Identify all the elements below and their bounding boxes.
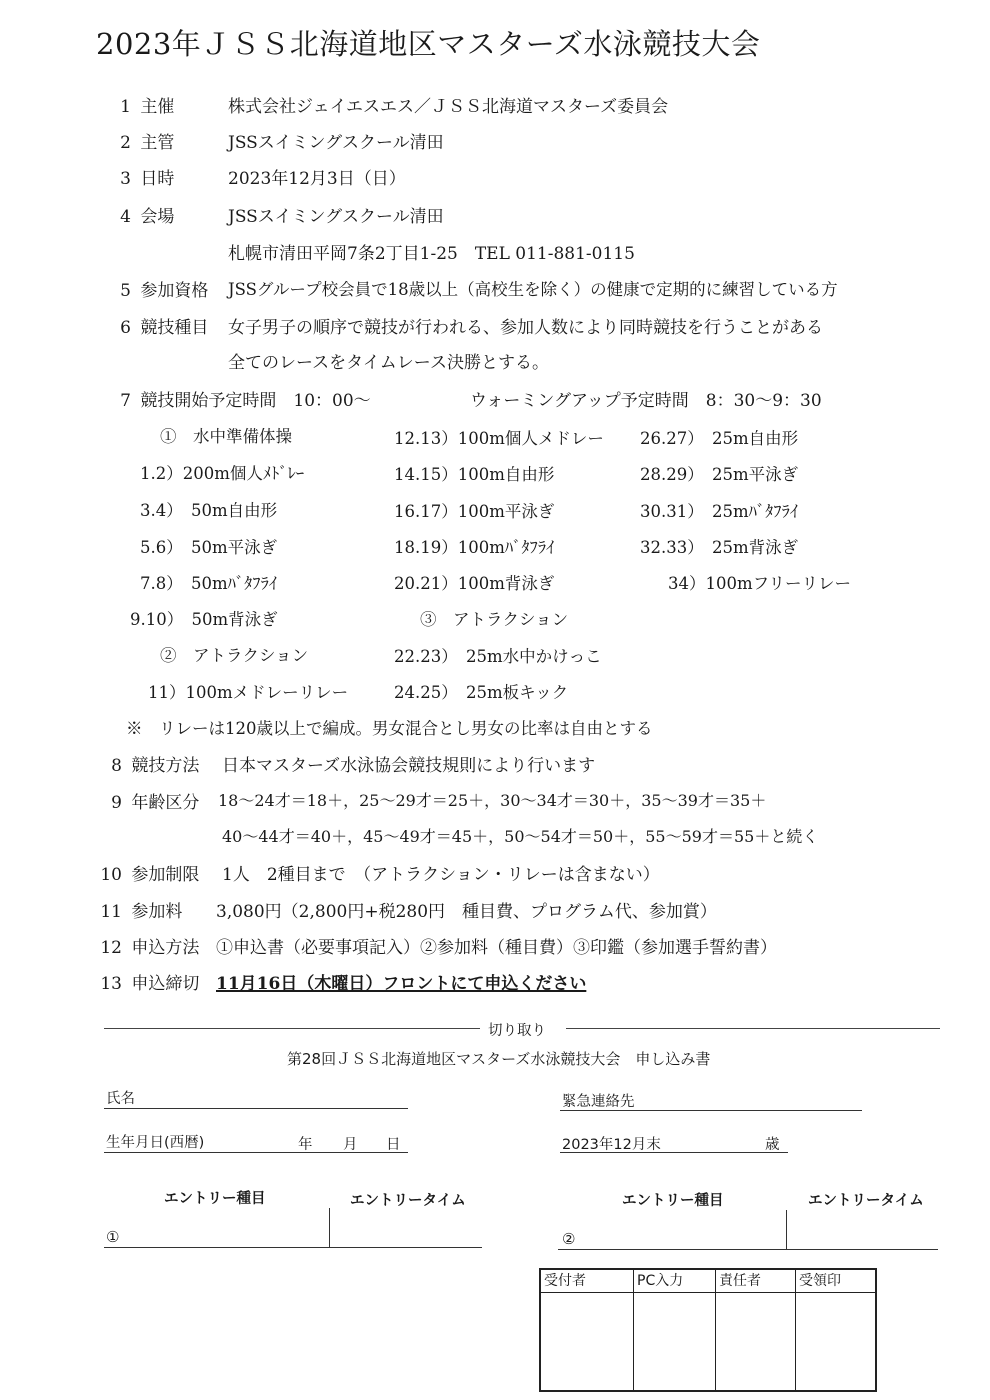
day-label: 日 — [386, 1137, 401, 1153]
entry-1-marker: ① — [106, 1228, 120, 1246]
section-number: 6 — [120, 318, 131, 338]
section-1 — [105, 92, 174, 117]
section-label: 申込方法 — [131, 938, 200, 958]
relay-note: ※ リレーは120歳以上で編成。男女混合とし男女の比率は自由とする — [126, 719, 653, 738]
section-number: 8 — [111, 756, 122, 776]
office-label: 責任者 — [719, 1273, 761, 1289]
section-number: 7 — [120, 391, 131, 411]
entry-divider — [329, 1208, 330, 1248]
program-item: 16.17）100m平泳ぎ — [394, 502, 555, 521]
age-field-line[interactable] — [560, 1152, 788, 1153]
section-4-value: JSSスイミングスクール清田 — [228, 207, 444, 227]
emergency-label: 緊急連絡先 — [562, 1094, 635, 1110]
emergency-field-line[interactable] — [560, 1110, 862, 1111]
office-cell-manager — [716, 1270, 796, 1390]
section-3 — [105, 164, 174, 189]
warmup-time: ウォーミングアップ予定時間 8：30～9：30 — [470, 391, 822, 411]
entry-time-label: エントリータイム — [808, 1193, 924, 1209]
section-label: 年齢区分 — [131, 793, 200, 813]
office-use-table — [539, 1268, 877, 1392]
program-item: 12.13）100m個人メドレー — [394, 429, 604, 448]
section-9 — [96, 788, 199, 813]
program-item: 24.25） 25m板キック — [394, 683, 569, 702]
month-label: 月 — [343, 1137, 358, 1153]
section-number: 11 — [100, 902, 122, 922]
section-6 — [105, 313, 208, 338]
section-number: 3 — [120, 169, 131, 189]
cut-line-right — [566, 1028, 940, 1029]
name-label: 氏名 — [106, 1091, 135, 1107]
section-6-value: 女子男子の順序で競技が行われる、参加人数により同時競技を行うことがある — [228, 318, 823, 338]
section-5 — [105, 276, 208, 301]
office-cell-receiver — [541, 1270, 634, 1390]
section-label: 参加料 — [131, 902, 183, 922]
program-item: ① 水中準備体操 — [160, 427, 292, 446]
section-label: 競技種目 — [140, 318, 209, 338]
office-cell-seal — [796, 1270, 875, 1390]
section-8-value: 日本マスターズ水泳協会競技規則により行います — [222, 756, 596, 776]
year-label: 年 — [298, 1137, 313, 1153]
section-number: 12 — [100, 938, 122, 958]
section-label: 競技開始予定時間 10：00～ — [140, 391, 371, 411]
office-label: PC入力 — [637, 1273, 684, 1289]
office-label: 受付者 — [544, 1273, 586, 1289]
section-label: 参加制限 — [131, 865, 200, 885]
entry-1-line[interactable] — [104, 1247, 482, 1248]
section-13 — [88, 969, 199, 994]
program-item: ③ アトラクション — [420, 610, 569, 629]
section-number: 13 — [100, 974, 122, 994]
program-item: 1.2）200m個人ﾒﾄﾞﾚｰ — [140, 464, 305, 483]
section-2 — [105, 128, 174, 153]
section-number: 5 — [120, 281, 131, 301]
section-10 — [88, 860, 199, 885]
page-title: 2023年ＪＳＳ北海道地区マスターズ水泳競技大会 — [96, 27, 761, 61]
deadline-text: 11月16日（木曜日）フロントにて申込ください — [216, 974, 587, 994]
section-label: 申込締切 — [131, 974, 200, 994]
office-cell-pc-input — [634, 1270, 716, 1390]
section-12 — [88, 933, 199, 958]
section-label: 日時 — [140, 169, 175, 189]
section-12-value: ①申込書（必要事項記入）②参加料（種目費）③印鑑（参加選手誓約書） — [216, 938, 777, 958]
section-11-value: 3,080円（2,800円+税280円 種目費、プログラム代、参加賞） — [216, 902, 717, 922]
entry-divider — [786, 1210, 787, 1250]
office-label: 受領印 — [799, 1273, 841, 1289]
section-label: 参加資格 — [140, 281, 209, 301]
cut-line-left — [104, 1028, 480, 1029]
birth-field-line[interactable] — [104, 1152, 408, 1153]
section-5-value: JSSグループ校会員で18歳以上（高校生を除く）の健康で定期的に練習している方 — [228, 280, 838, 299]
section-label: 主催 — [140, 97, 175, 117]
program-item: 22.23） 25m水中かけっこ — [394, 647, 602, 666]
age-reference-label: 2023年12月末 — [562, 1137, 661, 1153]
entry-2-marker: ② — [562, 1230, 576, 1248]
section-7 — [105, 386, 371, 411]
section-6-value-2: 全てのレースをタイムレース決勝とする。 — [228, 353, 549, 373]
form-heading: 第28回ＪＳＳ北海道地区マスターズ水泳競技大会 申し込み書 — [287, 1050, 711, 1068]
birth-label: 生年月日(西暦) — [106, 1135, 205, 1151]
section-label: 会場 — [140, 207, 175, 227]
section-4 — [105, 202, 174, 227]
program-item: 7.8） 50mﾊﾞﾀﾌﾗｲ — [140, 574, 278, 593]
section-1-value: 株式会社ジェイエスエス／ＪＳＳ北海道マスターズ委員会 — [228, 97, 669, 117]
program-item: 26.27） 25m自由形 — [640, 429, 799, 448]
section-10-value: 1人 2種目まで （アトラクション・リレーは含まない） — [222, 865, 660, 885]
program-item: 18.19）100mﾊﾞﾀﾌﾗｲ — [394, 538, 555, 557]
section-9-value-2: 40～44才＝40＋，45～49才＝45＋，50～54才＝50＋，55～59才＝55＋と続く — [222, 827, 819, 846]
cut-label: 切り取り — [488, 1023, 546, 1039]
entry-event-label: エントリー種目 — [164, 1191, 266, 1207]
program-item: 20.21）100m背泳ぎ — [394, 574, 555, 593]
section-9-value: 18～24才＝18＋，25～29才＝25＋，30～34才＝30＋，35～39才＝35＋ — [218, 791, 767, 810]
program-item: 5.6） 50m平泳ぎ — [140, 538, 278, 557]
program-item: 30.31） 25mﾊﾞﾀﾌﾗｲ — [640, 502, 799, 521]
program-item: 32.33） 25m背泳ぎ — [640, 538, 799, 557]
entry-2-line[interactable] — [558, 1249, 938, 1250]
program-item: 3.4） 50m自由形 — [140, 501, 278, 520]
program-item: 11）100mメドレーリレー — [148, 683, 349, 702]
section-8 — [96, 751, 199, 776]
program-item: 28.29） 25m平泳ぎ — [640, 465, 799, 484]
age-unit: 歳 — [765, 1137, 780, 1153]
program-item: 9.10） 50m背泳ぎ — [130, 610, 278, 629]
section-number: 1 — [120, 97, 131, 117]
entry-event-label: エントリー種目 — [622, 1193, 724, 1209]
name-field-line[interactable] — [104, 1108, 408, 1109]
section-label: 競技方法 — [131, 756, 200, 776]
section-number: 4 — [120, 207, 131, 227]
section-3-value: 2023年12月3日（日） — [228, 169, 406, 189]
section-number: 10 — [100, 865, 122, 885]
program-item: 34）100mフリーリレー — [668, 574, 851, 593]
section-number: 9 — [111, 793, 122, 813]
section-number: 2 — [120, 133, 131, 153]
entry-time-label: エントリータイム — [350, 1193, 466, 1209]
section-2-value: JSSスイミングスクール清田 — [228, 133, 444, 153]
program-item: ② アトラクション — [160, 646, 309, 665]
section-label: 主管 — [140, 133, 175, 153]
program-item: 14.15）100m自由形 — [394, 465, 555, 484]
section-11 — [88, 897, 182, 922]
section-4-address: 札幌市清田平岡7条2丁目1-25 TEL 011-881-0115 — [228, 244, 635, 264]
